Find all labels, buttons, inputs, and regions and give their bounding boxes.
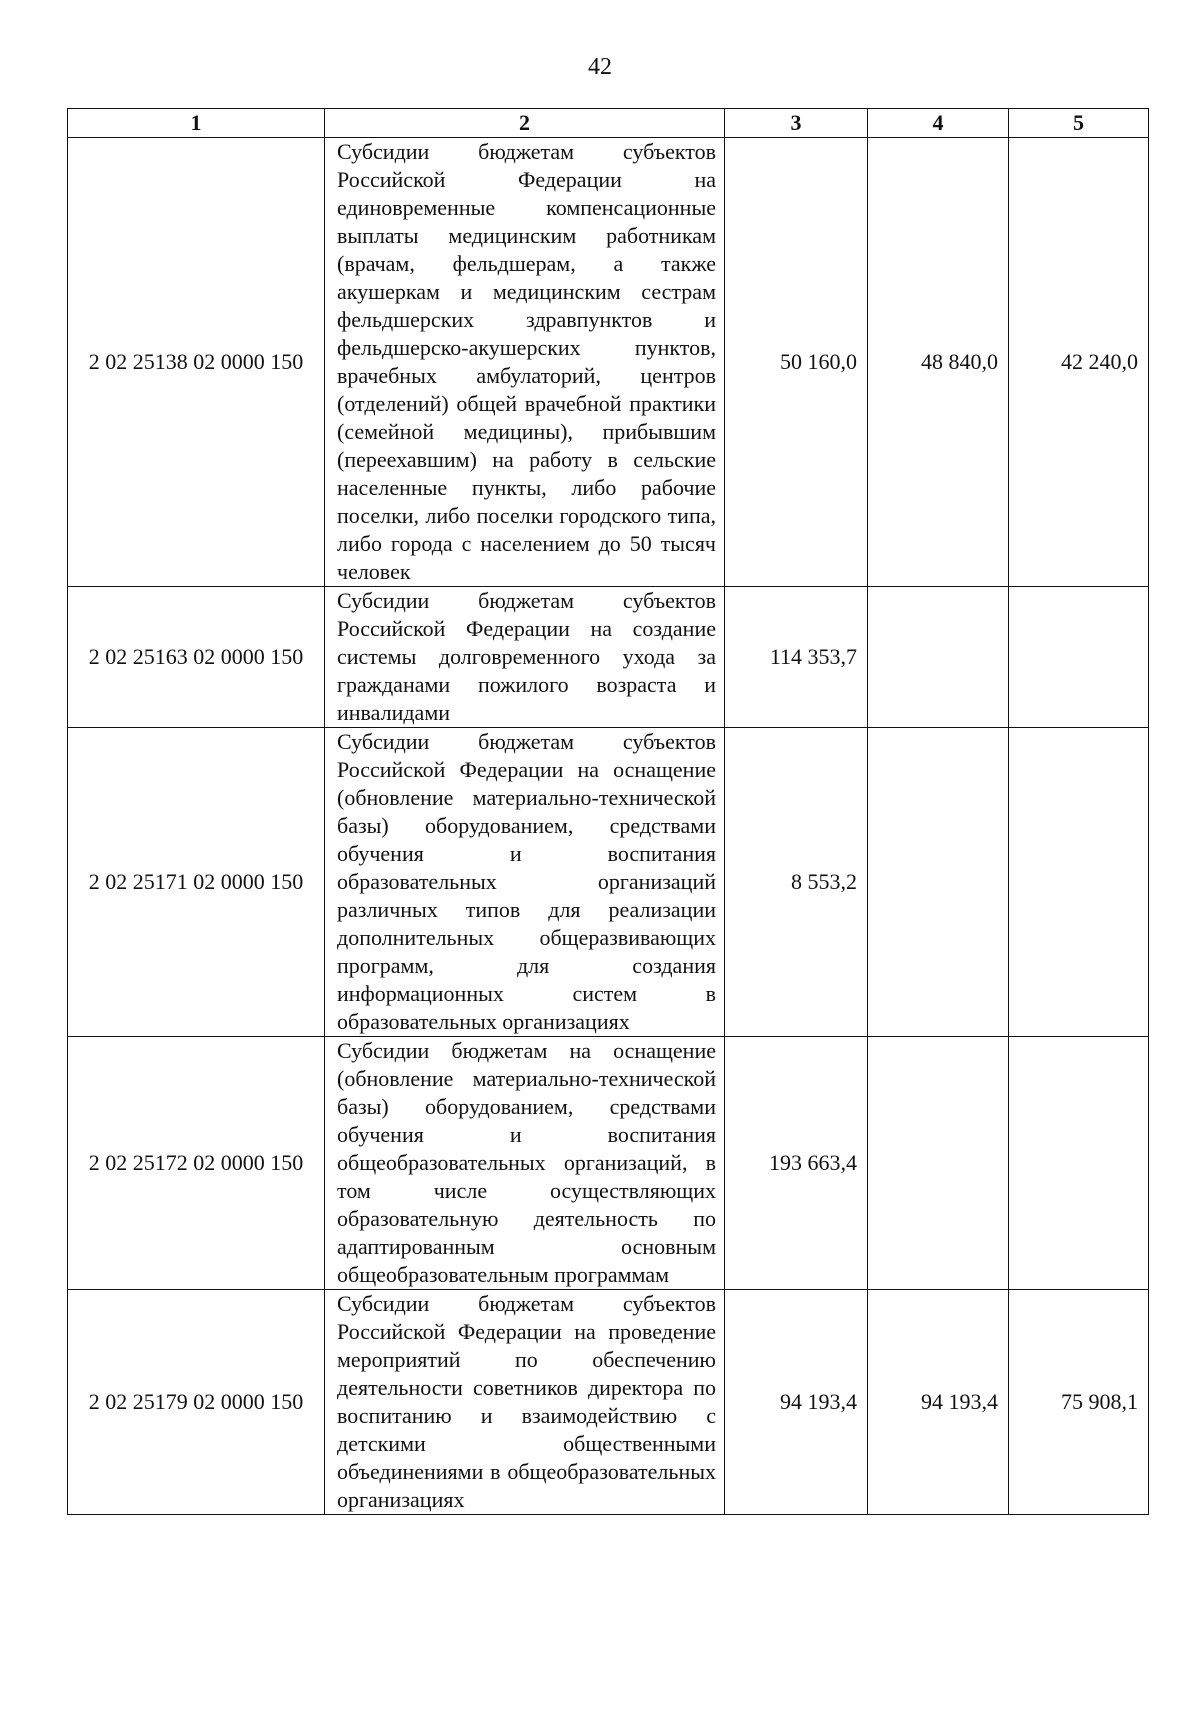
header-col-5: 5 xyxy=(1009,109,1149,138)
table-row xyxy=(68,138,1149,587)
table-row xyxy=(68,587,1149,728)
revenue-description: Субсидии бюджетам субъектов Российской Федерации на оснащение (обновление материально-технической базы) оборудованием, средствами обучения и воспитания образовательных организаций различных типов для реализации дополнительных общеразвивающих программ, для создания информационных систем в образовательных организациях xyxy=(325,728,725,1037)
table-header xyxy=(68,109,1149,138)
revenue-code: 2 02 25163 02 0000 150 xyxy=(68,587,325,728)
header-col-1: 1 xyxy=(68,109,325,138)
revenue-code: 2 02 25179 02 0000 150 xyxy=(68,1290,325,1515)
header-col-2: 2 xyxy=(325,109,725,138)
header-col-4: 4 xyxy=(868,109,1009,138)
table-row xyxy=(68,1290,1149,1515)
amount-col-3: 94 193,4 xyxy=(725,1290,868,1515)
amount-col-3: 193 663,4 xyxy=(725,1037,868,1290)
amount-col-4 xyxy=(868,587,1009,728)
amount-col-5 xyxy=(1009,728,1149,1037)
budget-table xyxy=(67,108,1149,1515)
amount-col-4 xyxy=(868,1037,1009,1290)
header-row xyxy=(68,109,1149,138)
page-number: 42 xyxy=(588,54,612,80)
amount-col-3: 50 160,0 xyxy=(725,138,868,587)
revenue-code: 2 02 25171 02 0000 150 xyxy=(68,728,325,1037)
table-row xyxy=(68,728,1149,1037)
amount-col-5: 75 908,1 xyxy=(1009,1290,1149,1515)
amount-col-4: 48 840,0 xyxy=(868,138,1009,587)
revenue-description: Субсидии бюджетам субъектов Российской Федерации на проведение мероприятий по обеспечению деятельности советников директора по воспитанию и взаимодействию с детскими общественными объединениями в общеобразовательных организациях xyxy=(325,1290,725,1515)
revenue-code: 2 02 25172 02 0000 150 xyxy=(68,1037,325,1290)
amount-col-4 xyxy=(868,728,1009,1037)
revenue-description: Субсидии бюджетам субъектов Российской Федерации на создание системы долговременного ухода за гражданами пожилого возраста и инвалидами xyxy=(325,587,725,728)
amount-col-5 xyxy=(1009,1037,1149,1290)
amount-col-5: 42 240,0 xyxy=(1009,138,1149,587)
header-col-3: 3 xyxy=(725,109,868,138)
table-row xyxy=(68,1037,1149,1290)
revenue-description: Субсидии бюджетам субъектов Российской Федерации на единовременные компенсационные выплаты медицинским работникам (врачам, фельдшерам, а также акушеркам и медицинским сестрам фельдшерских здравпунктов и фельдшерско-акушерских пунктов, врачебных амбулаторий, центров (отделений) общей врачебной практики (семейной медицины), прибывшим (переехавшим) на работу в сельские населенные пункты, либо рабочие поселки, либо поселки городского типа, либо города с населением до 50 тысяч человек xyxy=(325,138,725,587)
revenue-code: 2 02 25138 02 0000 150 xyxy=(68,138,325,587)
amount-col-3: 8 553,2 xyxy=(725,728,868,1037)
revenue-description: Субсидии бюджетам на оснащение (обновление материально-технической базы) оборудованием, средствами обучения и воспитания общеобразовательных организаций, в том числе осуществляющих образовательную деятельность по адаптированным основным общеобразовательным программам xyxy=(325,1037,725,1290)
amount-col-3: 114 353,7 xyxy=(725,587,868,728)
table-body xyxy=(68,138,1149,1515)
amount-col-5 xyxy=(1009,587,1149,728)
amount-col-4: 94 193,4 xyxy=(868,1290,1009,1515)
